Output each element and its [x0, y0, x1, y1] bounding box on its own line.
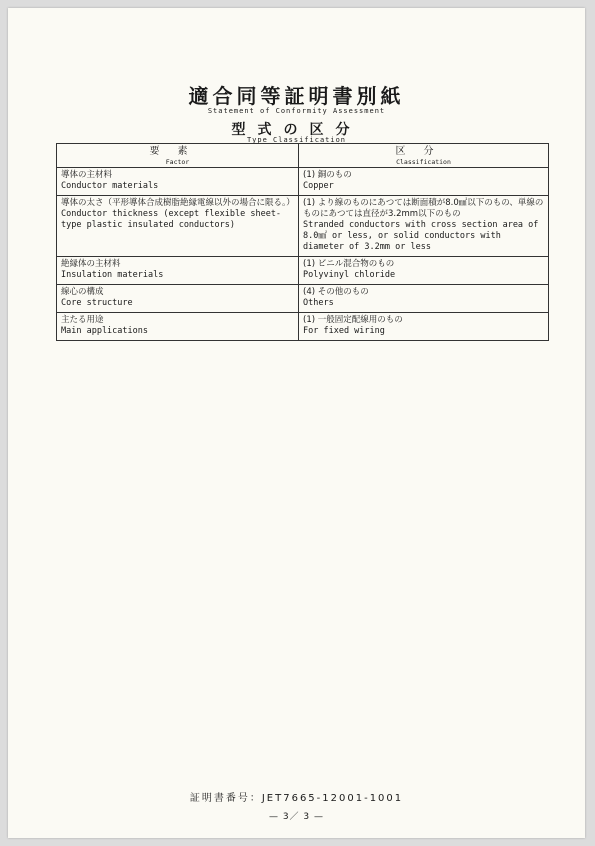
header-classification-en: Classification — [396, 158, 451, 166]
classification-en: For fixed wiring — [303, 326, 385, 336]
factor-jp: 絶縁体の主材料 — [61, 259, 121, 269]
classification-jp: (1) ビニル混合物のもの — [303, 259, 395, 269]
factor-jp: 導体の太さ（平形導体合成樹脂絶縁電線以外の場合に限る。） — [61, 198, 295, 208]
factor-en: Core structure — [61, 298, 133, 308]
factor-en: Conductor materials — [61, 181, 159, 191]
table-row — [57, 257, 549, 285]
header-factor-jp: 要素 — [149, 146, 206, 157]
table-row — [57, 285, 549, 313]
classification-en: Polyvinyl chloride — [303, 270, 396, 280]
classification-jp: (1) 一般固定配線用のもの — [303, 315, 403, 325]
classification-cell — [299, 285, 549, 313]
factor-cell — [57, 257, 299, 285]
classification-en: Copper — [303, 181, 334, 191]
table-row — [57, 196, 549, 257]
classification-cell — [299, 313, 549, 341]
factor-en: Insulation materials — [61, 270, 164, 280]
classification-en: Others — [303, 298, 334, 308]
factor-jp: 主たる用途 — [61, 315, 104, 325]
factor-en: Main applications — [61, 326, 148, 336]
document-page — [8, 8, 585, 838]
classification-cell — [299, 168, 549, 196]
classification-table — [56, 143, 549, 341]
factor-en: Conductor thickness (except flexible sheet-type plastic insulated conductors) — [61, 209, 282, 230]
factor-cell — [57, 196, 299, 257]
classification-en: Stranded conductors with cross section area of 8.0㎟ or less, or solid conductors with diameter of 3.2mm or less — [303, 220, 539, 252]
section-heading: 型式の区分 — [231, 122, 362, 138]
document-title: 適合同等証明書別紙 — [188, 84, 405, 108]
table-row — [57, 313, 549, 341]
page-number: — 3／ 3 — — [268, 812, 325, 822]
classification-cell — [299, 257, 549, 285]
classification-jp: (1) 銅のもの — [303, 170, 352, 180]
header-classification-jp: 区分 — [395, 146, 452, 157]
header-factor-en: Factor — [165, 158, 190, 166]
header-classification — [299, 144, 549, 168]
classification-jp: (4) その他のもの — [303, 287, 369, 297]
certificate-number: 証明書番号：JET7665-12001-1001 — [189, 793, 404, 804]
table-row — [57, 168, 549, 196]
factor-jp: 線心の構成 — [61, 287, 104, 297]
factor-cell — [57, 285, 299, 313]
factor-jp: 導体の主材料 — [61, 170, 113, 180]
classification-jp: (1) より線のものにあつては断面積が8.0㎟以下のもの、単線のものにあつては直径が3.2mm以下のもの — [303, 198, 544, 219]
classification-cell — [299, 196, 549, 257]
document-subtitle: Statement of Conformity Assessment — [207, 107, 386, 115]
factor-cell — [57, 168, 299, 196]
header-factor — [57, 144, 299, 168]
factor-cell — [57, 313, 299, 341]
section-heading-en: Type Classification — [246, 136, 347, 144]
table-header-row — [57, 144, 549, 168]
